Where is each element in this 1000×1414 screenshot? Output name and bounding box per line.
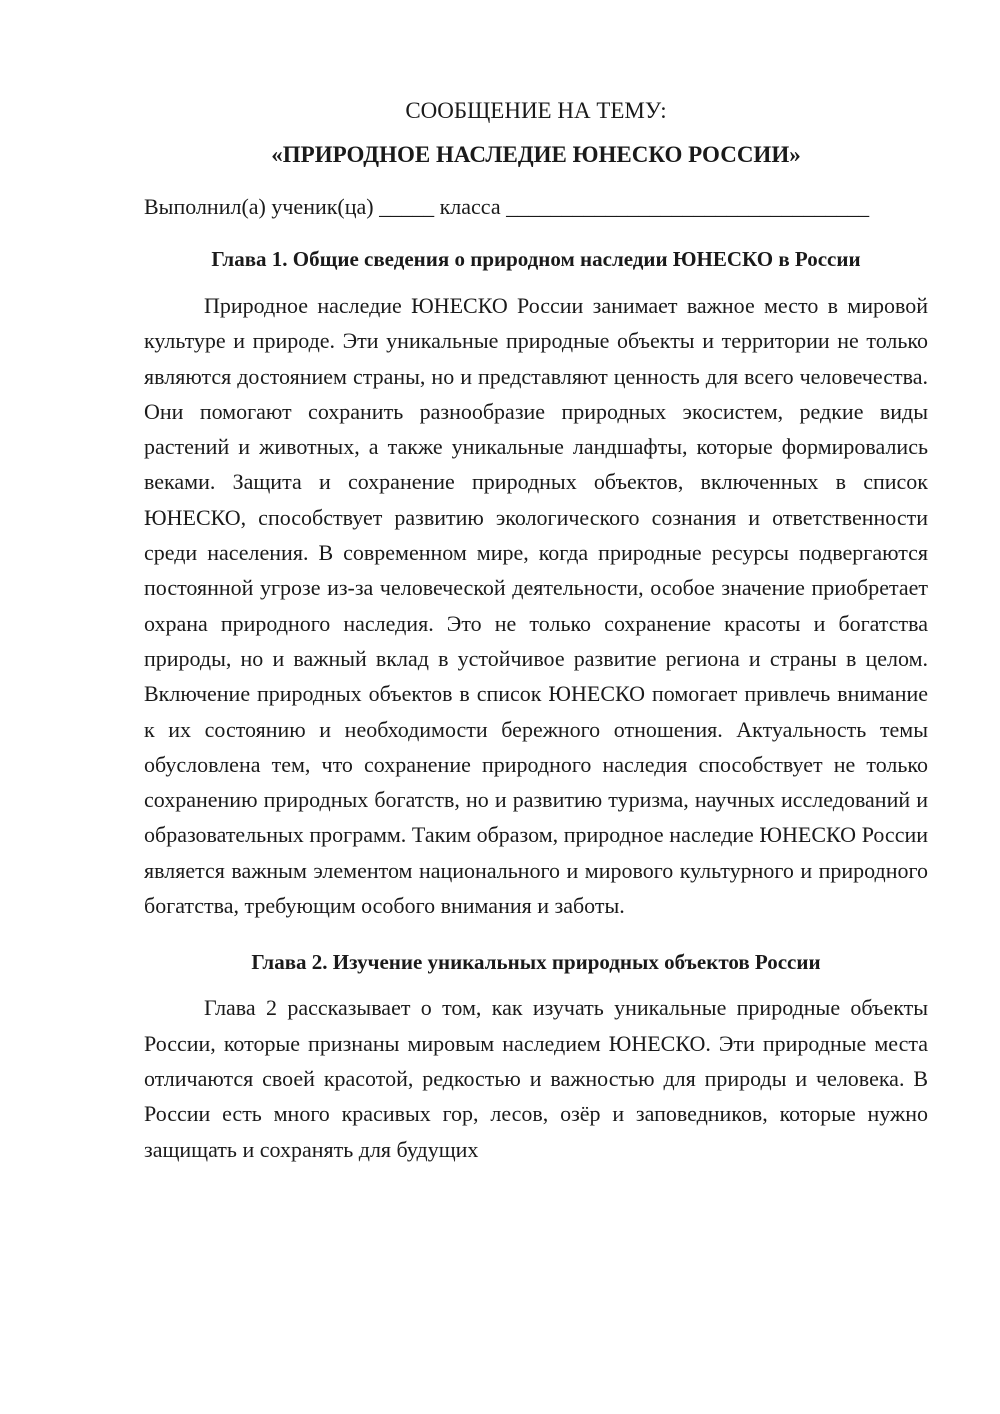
- chapter-1-paragraph: Природное наследие ЮНЕСКО России занимает важное место в мировой культуре и природе. Эти уникальные природные объекты и территории не только являются достоянием страны, но и представляют ценность для всего человечества. Они помогают сохранить разнообразие природных экосистем, редкие виды растений и животных, а также уникальные ландшафты, которые формировались веками. Защита и сохранение природных объектов, включенных в список ЮНЕСКО, способствует развитию экологического сознания и ответственности среди населения. В современном мире, когда природные ресурсы подвергаются постоянной угрозе из-за человеческой деятельности, особое значение приобретает охрана природного наследия. Это не только сохранение красоты и богатства природы, но и важный вклад в устойчивое развитие региона и страны в целом. Включение природных объектов в список ЮНЕСКО помогает привлечь внимание к их состоянию и необходимости бережного отношения. Актуальность темы обусловлена тем, что сохранение природного наследия способствует не только сохранению природных богатств, но и развитию туризма, научных исследований и образовательных программ. Таким образом, природное наследие ЮНЕСКО России является важным элементом национального и мирового культурного и природного богатства, требующим особого внимания и заботы.: [144, 293, 928, 919]
- chapter-1-heading: Глава 1. Общие сведения о природном наследии ЮНЕСКО в России: [211, 247, 861, 271]
- document-title-line-2: «ПРИРОДНОЕ НАСЛЕДИЕ ЮНЕСКО РОССИИ»: [271, 142, 801, 167]
- author-line: Выполнил(а) ученик(ца) _____ класса _________________________________: [144, 194, 870, 219]
- chapter-2-heading: Глава 2. Изучение уникальных природных объектов России: [251, 950, 821, 975]
- document-page: [144, 96, 928, 1167]
- chapter-2-paragraph: Глава 2 рассказывает о том, как изучать уникальные природные объекты России, которые признаны мировым наследием ЮНЕСКО. Эти природные места отличаются своей красотой, редкостью и важностью для природы и человека. В России есть много красивых гор, лесов, озёр и заповедников, которые нужно защищать и сохранять для будущих: [144, 995, 928, 1162]
- document-title-line-1: СООБЩЕНИЕ НА ТЕМУ:: [405, 98, 667, 123]
